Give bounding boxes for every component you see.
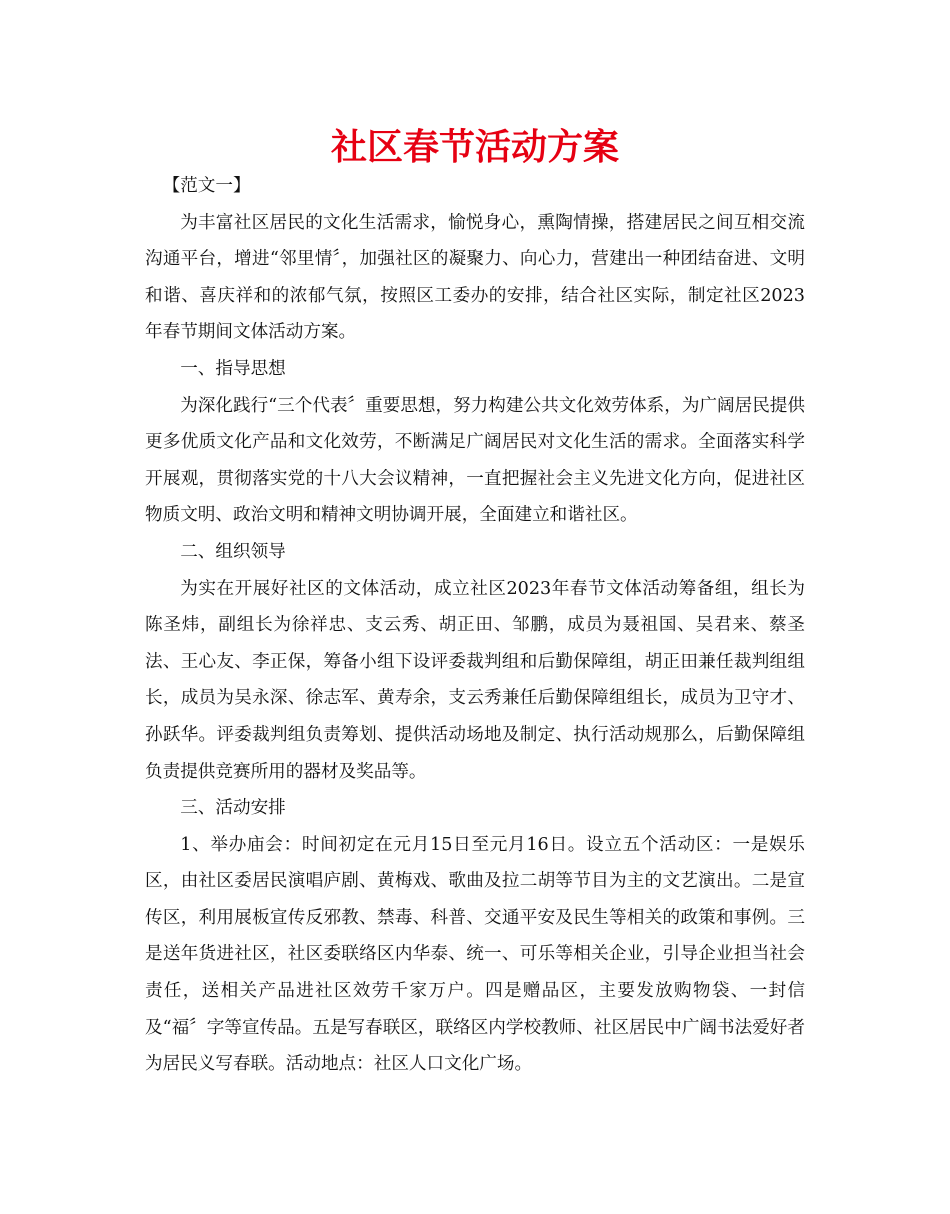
arrangement-paragraph: 1、举办庙会：时间初定在元月15日至元月16日。设立五个活动区：一是娱乐区，由社区委居民演唱庐剧、黄梅戏、歌曲及拉二胡等节目为主的文艺演出。二是宣传区，利用展板宣传反邪教、禁毒、科普、交通平安及民生等相关的政策和事例。三是送年货进社区，社区委联络区内华泰、统一、可乐等相关企业，引导企业担当社会责任，送相关产品进社区效劳千家万户。四是赠品区，主要发放购物袋、一封信及“福〞字等宣传品。五是写春联区，联络区内学校教师、社区居民中广阔书法爱好者为居民义写春联。活动地点：社区人口文化广场。 — [145, 834, 805, 1075]
intro-paragraph: 为丰富社区居民的文化生活需求，愉悦身心，熏陶情操，搭建居民之间互相交流沟通平台，增进“邻里情〞，加强社区的凝聚力、向心力，营建出一种团结奋进、文明和谐、喜庆祥和的浓郁气氛，按照区工委办的安排，结合社区实际，制定社区2023年春节期间文体活动方案。 — [145, 212, 805, 343]
guiding-ideology-paragraph: 为深化践行“三个代表〞重要思想，努力构建公共文化效劳体系，为广阔居民提供更多优质文化产品和文化效劳，不断满足广阔居民对文化生活的需求。全面落实科学开展观，贯彻落实党的十八大会议精神，一直把握社会主义先进文化方向，促进社区物质文明、政治文明和精神文明协调开展，全面建立和谐社区。 — [145, 395, 805, 526]
section-heading-arrangement: 三、活动安排 — [180, 798, 286, 819]
section-heading-organization: 二、组织领导 — [180, 541, 286, 562]
section-heading-guiding-ideology: 一、指导思想 — [180, 358, 286, 379]
sample-label: 【范文一】 — [162, 176, 251, 196]
document-title: 社区春节活动方案 — [330, 127, 619, 168]
document-body — [145, 168, 805, 1083]
organization-paragraph: 为实在开展好社区的文体活动，成立社区2023年春节文体活动筹备组，组长为陈圣炜，副组长为徐祥忠、支云秀、胡正田、邹鹏，成员为聂祖国、吴君来、蔡圣法、王心友、李正保，筹备小组下设评委裁判组和后勤保障组，胡正田兼任裁判组组长，成员为吴永深、徐志军、黄寿余，支云秀兼任后勤保障组组长，成员为卫守才、孙跃华。评委裁判组负责筹划、提供活动场地及制定、执行活动规那么，后勤保障组负责提供竞赛所用的器材及奖品等。 — [145, 578, 805, 782]
